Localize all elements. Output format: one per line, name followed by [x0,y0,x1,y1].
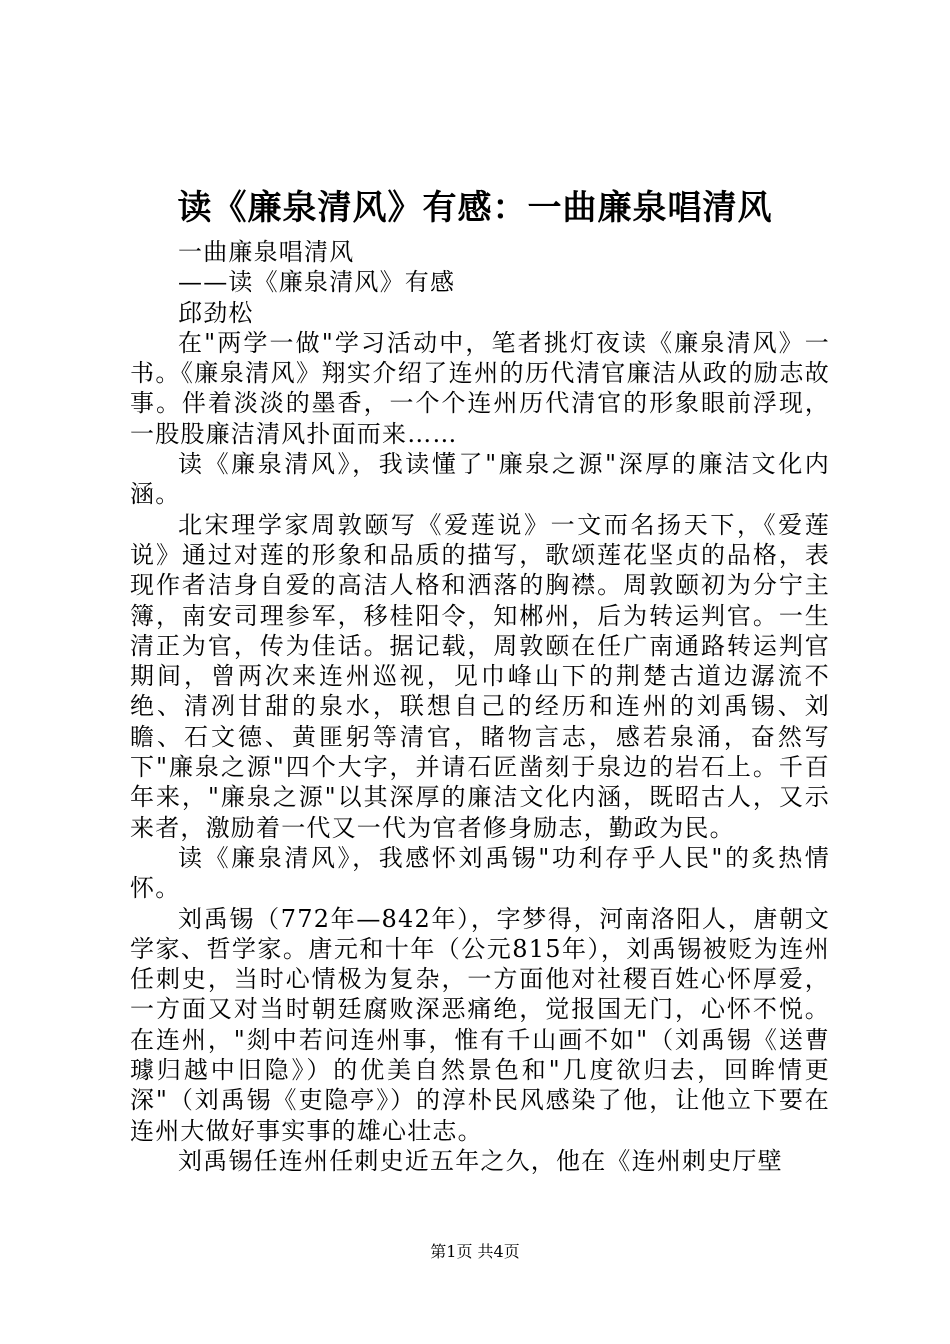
paragraph: 刘禹锡任连州任刺史近五年之久，他在《连州刺史厅壁 [178,1146,783,1175]
subtitle-secondary: ——读《廉泉清风》有感 [178,268,456,297]
paragraph: 在"两学一做"学习活动中，笔者挑灯夜读《廉泉清风》一书。《廉泉清风》翔实介绍了连州的历代清官廉洁从政的励志故事。伴着淡淡的墨香，一个个连州历代清官的形象眼前浮现，一股股廉洁清风扑面而来…… [130,328,830,448]
paragraph: 刘禹锡（772年—842年），字梦得，河南洛阳人，唐朝文学家、哲学家。唐元和十年（公元815年），刘禹锡被贬为连州任刺史，当时心情极为复杂，一方面他对社稷百姓心怀厚爱，一方面又对当时朝廷腐败深恶痛绝，觉报国无门，心怀不悦。在连州，"剡中若问连州事，惟有千山画不如"（刘禹锡《送曹璩归越中旧隐》）的优美自然景色和"几度欲归去，回眸情更深"（刘禹锡《吏隐亭》）的淳朴民风感染了他，让他立下要在连州大做好事实事的雄心壮志。 [130,904,830,1145]
subtitle: 一曲廉泉唱清风 [178,238,355,266]
document-body [130,237,830,1176]
document-title: 读《廉泉清风》有感：一曲廉泉唱清风 [177,188,773,228]
page-footer: 第1页 共4页 [430,1242,520,1261]
paragraph: 读《廉泉清风》，我感怀刘禹锡"功利存乎人民"的炙热情怀。 [130,843,830,903]
paragraph: 北宋理学家周敦颐写《爱莲说》一文而名扬天下，《爱莲说》通过对莲的形象和品质的描写，歌颂莲花坚贞的品格，表现作者洁身自爱的高洁人格和洒落的胸襟。周敦颐初为分宁主簿，南安司理参军，移桂阳令，知郴州，后为转运判官。一生清正为官，传为佳话。据记载，周敦颐在任广南通路转运判官期间，曾两次来连州巡视，见巾峰山下的荆楚古道边潺流不绝、清冽甘甜的泉水，联想自己的经历和连州的刘禹锡、刘瞻、石文德、黄匪躬等清官，睹物言志，感若泉涌，奋然写下"廉泉之源"四个大字，并请石匠凿刻于泉边的岩石上。千百年来，"廉泉之源"以其深厚的廉洁文化内涵，既昭古人，又示来者，激励着一代又一代为官者修身励志，勤政为民。 [130,510,830,842]
paragraph: 读《廉泉清风》，我读懂了"廉泉之源"深厚的廉洁文化内涵。 [130,450,830,509]
author: 邱劲松 [178,298,254,327]
